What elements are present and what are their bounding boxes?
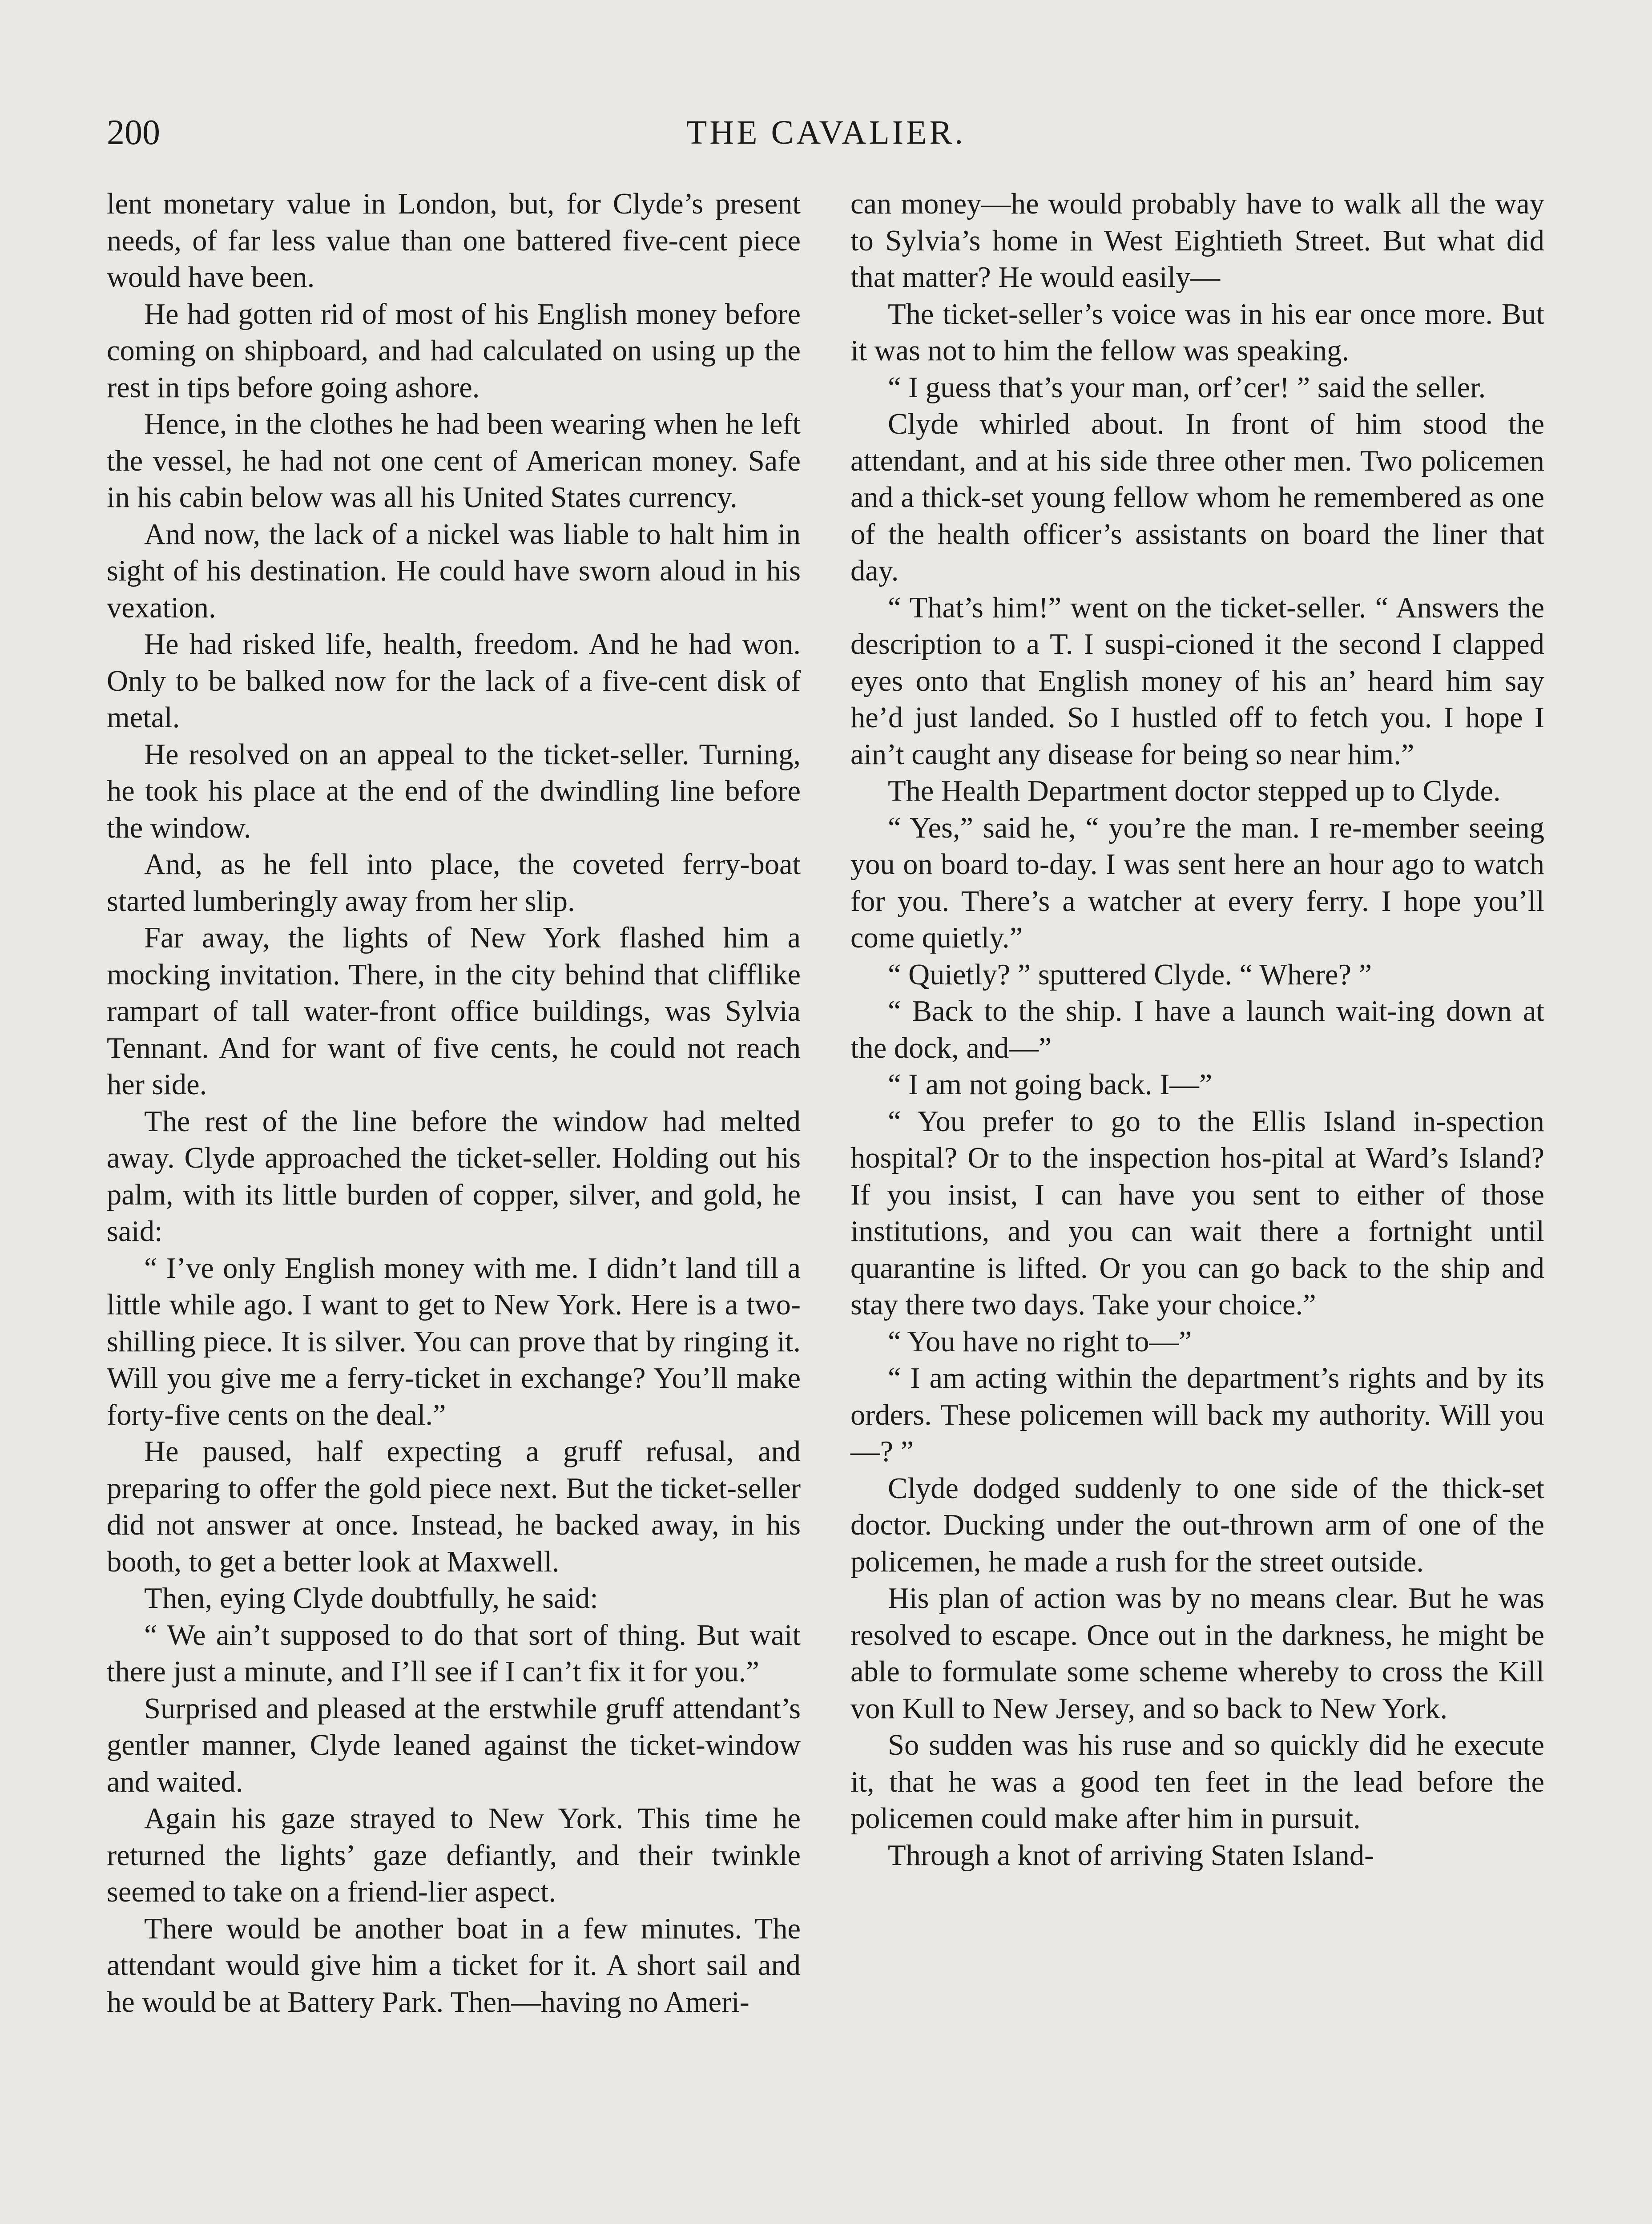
paragraph: So sudden was his ruse and so quickly did he execute it, that he was a good ten feet in the lead before the policemen could make after him in pursuit. (850, 1729, 1544, 1835)
paragraph: “ Back to the ship. I have a launch wait-ing down at the dock, and—” (850, 995, 1544, 1064)
paragraph: There would be another boat in a few minutes. The attendant would give him a ticket for it. A short sail and he would be at Battery Park. Then—having no Ameri- (107, 1912, 801, 2019)
paragraph: The ticket-seller’s voice was in his ear once more. But it was not to him the fellow was speaking. (850, 298, 1544, 367)
paragraph: Then, eying Clyde doubtfully, he said: (144, 1582, 598, 1615)
paragraph: Surprised and pleased at the erstwhile gruff attendant’s gentler manner, Clyde leaned against the ticket-window and waited. (107, 1692, 801, 1798)
paragraph: lent monetary value in London, but, for Clyde’s present needs, of far less value than one battered five-cent piece would have been. (107, 188, 801, 294)
paragraph: The rest of the line before the window had melted away. Clyde approached the ticket-seller. Holding out his palm, with its little burden of copper, silver, and gold, he said: (107, 1105, 801, 1248)
paragraph: The Health Department doctor stepped up to Clyde. (888, 775, 1501, 807)
paragraph: He had gotten rid of most of his English money before coming on shipboard, and had calculated on using up the rest in tips before going ashore. (107, 298, 801, 404)
right-column (850, 186, 1544, 1874)
paragraph: “ I am acting within the department’s rights and by its orders. These policemen will back my authority. Will you—? ” (850, 1362, 1544, 1468)
page-number: 200 (107, 113, 160, 152)
paragraph: Hence, in the clothes he had been wearing when he left the vessel, he had not one cent of American money. Safe in his cabin below was all his United States currency. (107, 408, 801, 514)
paragraph: Clyde dodged suddenly to one side of the thick-set doctor. Ducking under the out-thrown arm of one of the policemen, he made a rush for the street outside. (850, 1472, 1544, 1578)
paragraph: Through a knot of arriving Staten Island- (888, 1839, 1374, 1872)
paragraph: He had risked life, health, freedom. And he had won. Only to be balked now for the lack of a five-cent disk of metal. (107, 628, 801, 734)
paragraph: “ We ain’t supposed to do that sort of thing. But wait there just a minute, and I’ll see if I can’t fix it for you.” (107, 1619, 801, 1688)
page-header (107, 106, 1545, 159)
paragraph: “ Quietly? ” sputtered Clyde. “ Where? ” (888, 958, 1372, 991)
paragraph: can money—he would probably have to walk all the way to Sylvia’s home in West Eightieth Street. But what did that matter? He would easily— (850, 188, 1544, 294)
left-column (107, 186, 801, 2021)
paragraph: His plan of action was by no means clear. But he was resolved to escape. Once out in the darkness, he might be able to formulate some scheme whereby to cross the Kill von Kull to New Jersey, and so back to New York. (850, 1582, 1544, 1725)
paragraph: And, as he fell into place, the coveted ferry-boat started lumberingly away from her slip. (107, 848, 801, 918)
paragraph: “ I guess that’s your man, orf’cer! ” said the seller. (888, 371, 1486, 404)
paragraph: “ Yes,” said he, “ you’re the man. I re-member seeing you on board to-day. I was sent here an hour ago to watch for you. There’s a watcher at every ferry. I hope you’ll come quietly.” (850, 811, 1544, 954)
paragraph: Again his gaze strayed to New York. This time he returned the lights’ gaze defiantly, and their twinkle seemed to take on a friend-lier aspect. (107, 1802, 801, 1908)
paragraph: “ You prefer to go to the Ellis Island in-spection hospital? Or to the inspection hos-pital at Ward’s Island? If you insist, I can have you sent to either of those institutions, and you can wait there a fortnight until quarantine is lifted. Or you can go back to the ship and stay there two days. Take your choice.” (850, 1105, 1544, 1321)
paragraph: He paused, half expecting a gruff refusal, and preparing to offer the gold piece next. But the ticket-seller did not answer at once. Instead, he backed away, in his booth, to get a better look at Maxwell. (107, 1435, 801, 1578)
paragraph: Far away, the lights of New York flashed him a mocking invitation. There, in the city behind that clifflike rampart of tall water-front office buildings, was Sylvia Tennant. And for want of five cents, he could not reach her side. (107, 922, 801, 1101)
paragraph: “ You have no right to—” (888, 1325, 1192, 1358)
paragraph: Clyde whirled about. In front of him stood the attendant, and at his side three other men. Two policemen and a thick-set young fellow whom he remembered as one of the health officer’s assistants on board the liner that day. (850, 408, 1544, 587)
paragraph: He resolved on an appeal to the ticket-seller. Turning, he took his place at the end of the dwindling line before the window. (107, 738, 801, 844)
paragraph: “ I am not going back. I—” (888, 1068, 1213, 1101)
running-head: THE CAVALIER. (686, 114, 966, 151)
paragraph: “ I’ve only English money with me. I didn’t land till a little while ago. I want to get to New York. Here is a two-shilling piece. It is silver. You can prove that by ringing it. Will you give me a ferry-ticket in exchange? You’ll make forty-five cents on the deal.” (107, 1252, 801, 1431)
paragraph: And now, the lack of a nickel was liable to halt him in sight of his destination. He could have sworn aloud in his vexation. (107, 518, 801, 624)
paragraph: “ That’s him!” went on the ticket-seller. “ Answers the description to a T. I suspi-cioned it the second I clapped eyes onto that English money of his an’ heard him say he’d just landed. So I hustled off to fetch you. I hope I ain’t caught any disease for being so near him.” (850, 591, 1544, 771)
